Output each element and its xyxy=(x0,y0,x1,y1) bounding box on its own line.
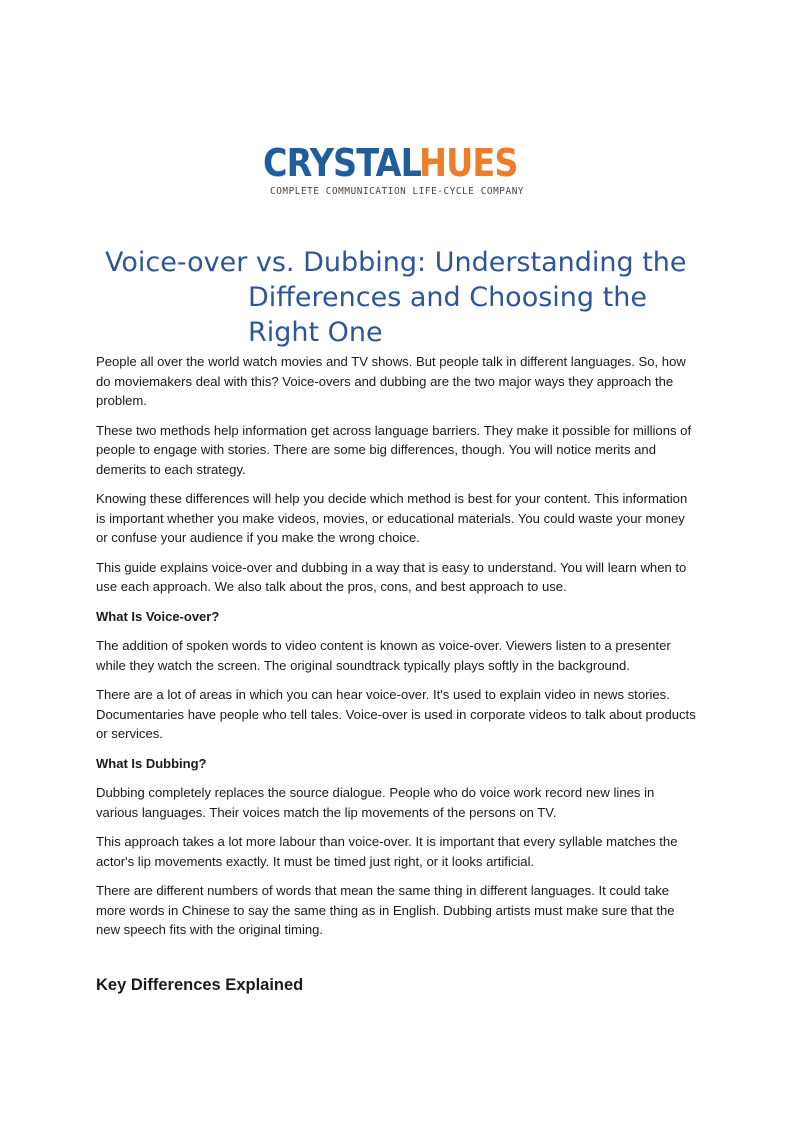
dubbing-paragraph: There are different numbers of words that mean the same thing in different languages. It could take more words in Chinese to say the same thing as in English. Dubbing artists must make sure that the new speech fits with the original timing. xyxy=(96,883,675,937)
logo-name-hues: HUES xyxy=(419,141,518,185)
logo-tagline: COMPLETE COMMUNICATION LIFE-CYCLE COMPANY xyxy=(270,186,525,197)
voiceover-heading: What Is Voice-over? xyxy=(96,608,220,624)
company-logo xyxy=(263,141,531,201)
dubbing-heading: What Is Dubbing? xyxy=(96,755,207,771)
voiceover-paragraph: There are a lot of areas in which you can hear voice-over. It's used to explain video in news stories. Documentaries have people who tell tales. Voice-over is used in corporate videos to talk about products or services. xyxy=(96,687,696,741)
title-line-1: Voice-over vs. Dubbing: Understanding the xyxy=(105,247,687,278)
document-title xyxy=(105,245,695,350)
logo-wordmark xyxy=(263,141,531,185)
key-differences-heading: Key Differences Explained xyxy=(96,975,304,994)
intro-paragraph: Knowing these differences will help you decide which method is best for your content. This information is important whether you make videos, movies, or educational materials. You could waste your money or confuse your audience if you make the wrong choice. xyxy=(96,491,688,545)
voiceover-paragraph: The addition of spoken words to video content is known as voice-over. Viewers listen to a presenter while they watch the screen. The original soundtrack typically plays softly in the background. xyxy=(96,638,671,673)
intro-paragraph: People all over the world watch movies and TV shows. But people talk in different languages. So, how do moviemakers deal with this? Voice-overs and dubbing are the two major ways they approach the problem. xyxy=(96,354,686,408)
dubbing-paragraph: This approach takes a lot more labour than voice-over. It is important that every syllable matches the actor's lip movements exactly. It must be timed just right, or it looks artificial. xyxy=(96,834,678,869)
intro-paragraph: These two methods help information get across language barriers. They make it possible for millions of people to engage with stories. There are some big differences, though. You will notice merits and demerits to each strategy. xyxy=(96,422,692,477)
title-line-3: Right One xyxy=(248,317,383,348)
title-line-2: Differences and Choosing the xyxy=(248,282,647,313)
intro-paragraph: This guide explains voice-over and dubbing in a way that is easy to understand. You will learn when to use each approach. We also talk about the pros, cons, and best approach to use. xyxy=(96,559,687,594)
dubbing-paragraph: Dubbing completely replaces the source dialogue. People who do voice work record new lines in various languages. Their voices match the lip movements of the persons on TV. xyxy=(96,785,655,820)
article-body xyxy=(96,352,700,996)
logo-name-crystal: CRYSTAL xyxy=(263,141,422,185)
